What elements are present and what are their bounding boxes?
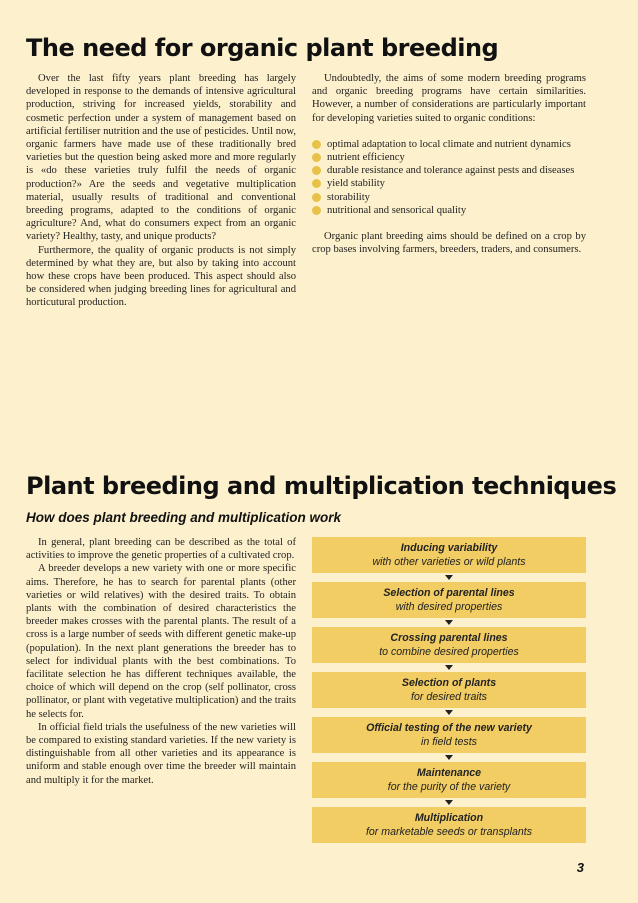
arrow-down-icon <box>312 753 586 762</box>
paragraph: Over the last fifty years plant breeding has largely developed in response to the demands of intensive agricultural production, striving for increased yields, storability and cosmetic perfection under a system of management based on artificial fertiliser nutrition and the use of pesticides. Until now, organic farmers have made use of these traditionally bred varieties but the question being asked more and more regularly is «do these varieties truly fulfil the needs of organic production?» Are the seeds and vegetative multiplication material, usually results of traditional and conventional breeding programs, adapted to the conditions of organic agriculture? And, what do consumers expect from an organic variety? Healthy, tasty, and unique products? <box>26 73 296 243</box>
section-title-breeding-techniques: Plant breeding and multiplication techniques <box>26 472 617 500</box>
paragraph: Undoubtedly, the aims of some modern breeding programs and organic breeding programs have certain similarities. However, a number of considerations are particularly important for developing varieties suited to organic conditions: <box>312 73 586 124</box>
text-column-right-1 <box>312 72 586 256</box>
arrow-down-icon <box>312 618 586 627</box>
text-column-left-2 <box>26 536 296 787</box>
paragraph: Organic plant breeding aims should be defined on a crop by crop bases involving farmers, breeders, traders, and consumers. <box>312 231 586 256</box>
flow-step-inducing-variability: Inducing variability with other varieties or wild plants <box>312 537 586 573</box>
bullet-icon <box>312 153 321 162</box>
list-item: nutrient efficiency <box>312 151 586 164</box>
arrow-down-icon <box>312 708 586 717</box>
flow-step-maintenance: Maintenance for the purity of the variety <box>312 762 586 798</box>
arrow-down-icon <box>312 663 586 672</box>
bullet-list <box>312 138 586 217</box>
arrow-down-icon <box>312 798 586 807</box>
section-subtitle: How does plant breeding and multiplication work <box>26 510 342 525</box>
paragraph: In official field trials the usefulness of the new varieties will be compared to existing standard varieties. If the new variety is distinguishable from all other varieties and its appearance is uniform and stable enough over time the breeder will maintain and multiply it for the market. <box>26 721 296 786</box>
list-item: storability <box>312 191 586 204</box>
paragraph: A breeder develops a new variety with one or more specific aims. Therefore, he has to search for parental plants (other varieties or wild relatives) with the desired traits. To obtain plants with the combination of desired characteristics the breeder makes crosses with the parental plants. The result of a cross is a large number of seeds with different genetic make-up (population). In the next plant generations the breeder has to select for individual plants with the best combinations. To facilitate selection he has different techniques available, the choice of which will depend on the crop (self pollinator, cross pollinator, or plant with vegetative multiplication) and the traits he selects for. <box>26 563 296 720</box>
list-item: optimal adaptation to local climate and nutrient dynamics <box>312 138 586 151</box>
bullet-icon <box>312 166 321 175</box>
paragraph: In general, plant breeding can be described as the total of activities to improve the genetic properties of a cultivated crop. <box>26 537 296 562</box>
page-number: 3 <box>576 860 584 875</box>
bullet-icon <box>312 179 321 188</box>
list-item: nutritional and sensorical quality <box>312 204 586 217</box>
bullet-icon <box>312 193 321 202</box>
flow-step-crossing-parental-lines: Crossing parental lines to combine desired properties <box>312 627 586 663</box>
bullet-icon <box>312 206 321 215</box>
flow-step-official-testing: Official testing of the new variety in field tests <box>312 717 586 753</box>
list-item: durable resistance and tolerance against pests and diseases <box>312 164 586 177</box>
section-title-organic-breeding: The need for organic plant breeding <box>26 34 499 62</box>
breeding-flowchart <box>312 537 586 843</box>
flow-step-selection-plants: Selection of plants for desired traits <box>312 672 586 708</box>
arrow-down-icon <box>312 573 586 582</box>
text-column-left-1 <box>26 72 296 310</box>
paragraph: Furthermore, the quality of organic products is not simply determined by what they are, but also by taking into account how these crops have been produced. This aspect should also be considered when judging breeding lines for agricultural and horticutural production. <box>26 244 296 309</box>
list-item: yield stability <box>312 177 586 190</box>
flow-step-selection-parental-lines: Selection of parental lines with desired properties <box>312 582 586 618</box>
bullet-icon <box>312 140 321 149</box>
flow-step-multiplication: Multiplication for marketable seeds or transplants <box>312 807 586 843</box>
